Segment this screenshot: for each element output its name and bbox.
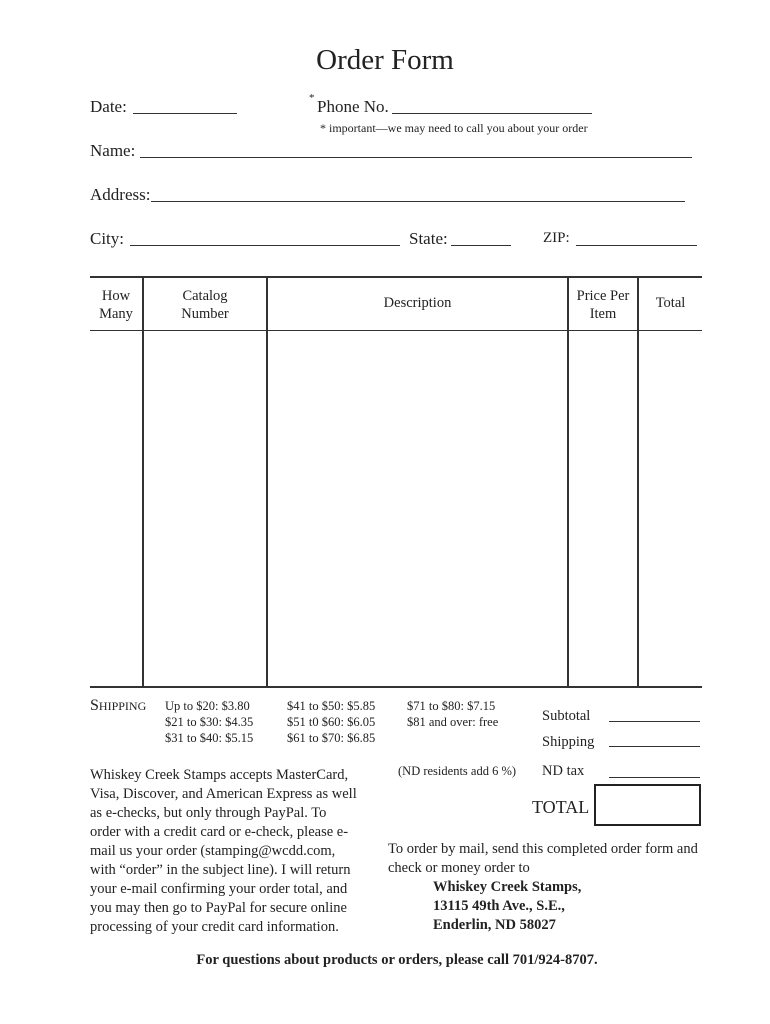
city-field[interactable] [130, 245, 400, 246]
zip-field[interactable] [576, 245, 697, 246]
shipping-rates-col1: Up to $20: $3.80 $21 to $30: $4.35 $31 to $40: $5.15 [165, 699, 254, 745]
address-label: Address: [90, 185, 151, 204]
shipping-label: SHIPPING [90, 697, 147, 714]
shipping-rates-col2: $41 to $50: $5.85 $51 t0 $60: $6.05 $61 to $70: $6.85 [287, 699, 376, 745]
phone-label: Phone No. [317, 97, 389, 116]
col-header-total: Total [655, 295, 686, 311]
payment-info-paragraph: Whiskey Creek Stamps accepts MasterCard, Visa, Discover, and American Express as well as e-checks, but only through PayPal. To order with a credit card or e-check, please e- mail us your order (stamping@wcdd.com, with “order” in the subject line). I will return your e-mail confirming your order total, and you may then go to PayPal for secure online processing of your credit card information. [90, 767, 357, 935]
name-field[interactable] [140, 157, 692, 158]
shipping-total-label: Shipping [542, 734, 595, 750]
col-header-how-many: How Many [99, 288, 133, 322]
phone-asterisk: * [309, 92, 315, 104]
zip-label: ZIP: [543, 230, 570, 246]
nd-tax-label: ND tax [542, 763, 585, 779]
date-field[interactable] [133, 113, 237, 114]
shipping-total-field[interactable] [609, 746, 700, 747]
table-col-divider [637, 277, 639, 687]
footer-contact: For questions about products or orders, please call 701/924-8707. [196, 952, 598, 968]
table-col-divider [142, 277, 144, 687]
table-col-divider [266, 277, 268, 687]
total-box[interactable] [594, 784, 701, 826]
table-top-rule [90, 276, 702, 278]
date-label: Date: [90, 97, 127, 116]
col-header-price-per-item: Price Per Item [576, 288, 630, 322]
subtotal-field[interactable] [609, 721, 700, 722]
mailing-address: Whiskey Creek Stamps, 13115 49th Ave., S.E., Enderlin, ND 58027 [433, 879, 582, 933]
phone-note: * important—we may need to call you about your order [320, 121, 588, 135]
state-label: State: [409, 229, 448, 248]
table-header-rule [90, 330, 702, 331]
nd-tax-field[interactable] [609, 777, 700, 778]
subtotal-label: Subtotal [542, 708, 591, 724]
address-field[interactable] [151, 201, 685, 202]
total-label: TOTAL [532, 797, 590, 817]
table-bottom-rule [90, 686, 702, 688]
phone-field[interactable] [392, 113, 592, 114]
shipping-rates-col3: $71 to $80: $7.15 $81 and over: free [407, 699, 499, 729]
col-header-description: Description [383, 295, 452, 311]
name-label: Name: [90, 141, 136, 160]
city-label: City: [90, 229, 125, 248]
table-col-divider [567, 277, 569, 687]
mail-order-instructions: To order by mail, send this completed order form and check or money order to [388, 841, 698, 876]
state-field[interactable] [451, 245, 511, 246]
col-header-catalog-number: Catalog Number [181, 288, 229, 322]
nd-residents-note: (ND residents add 6 %) [398, 764, 517, 778]
page-title: Order Form [316, 44, 454, 76]
